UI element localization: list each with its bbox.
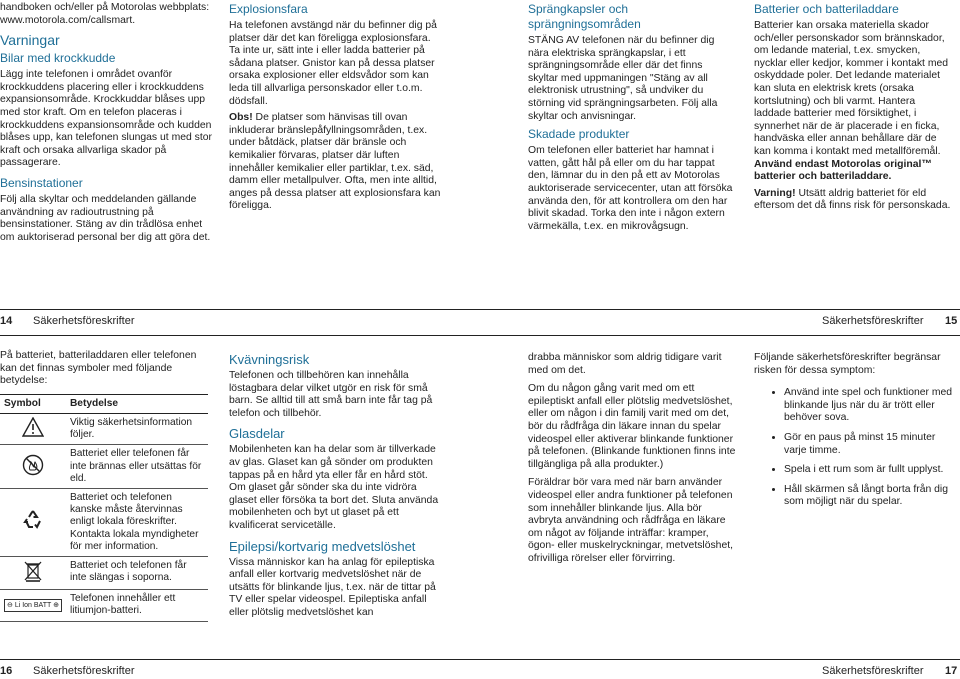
battery-text-body: Batterier kan orsaka materiella skador och/eller personskador som brännskador, om ledande material, t.ex. smycken, nycklar eller kedjor, kommer i kontakt med oskyddade poler. Det ledande materialet kan sluta en elektrisk krets (orsaka kortslutning) och bli varmt. Hantera laddade batterier med försiktighet, i synnerhet när de är placerade i en ficka, handväska eller annan behållare där de kan komma i kontakt med metallföremål. xyxy=(754,20,949,157)
explosion-text: Ha telefonen avstängd när du befinner dig på platser där det kan föreligga explosionsfara. Ta inte ur, sätt inte i eller ladda batterier på sådana platser. Gnistor kan på dessa platser orsaka explosioner eller eldsvådor som kan leda till allvarliga personskador eller t.o.m. dödsfall. xyxy=(229,20,437,107)
symbols-table xyxy=(0,394,208,622)
page-number-16: 16 xyxy=(0,665,13,677)
top-column-2 xyxy=(229,2,442,217)
table-row xyxy=(0,590,208,621)
symbols-intro: På batteriet, batteriladdaren eller telefonen kan det finnas symboler med följande betydelse: xyxy=(0,350,197,387)
page-number-14: 14 xyxy=(0,315,13,327)
page-title-14: Säkerhetsföreskrifter xyxy=(33,315,135,327)
list-item: • Gör en paus på minst 15 minuter varje timme. xyxy=(784,432,954,457)
airbag-heading: Bilar med krockkudde xyxy=(0,51,116,66)
bottom-column-1 xyxy=(0,350,212,622)
epilepsy-advice: Om du någon gång varit med om ett epileptiskt anfall eller plötslig medvetslöshet, eller om någon i din familj varit med om det, bör du rådfråga din läkare innan du spelar videospel eller aktiverar blinkande funktioner på telefonen. (Blinkande funktionen finns inte tillgängliga på alla produkter.) xyxy=(528,383,736,470)
page-number-17: 17 xyxy=(945,665,958,677)
battery-heading: Batterier och batteriladdare xyxy=(754,2,899,16)
crossed-bin-icon xyxy=(23,560,43,582)
explosion-heading: Explosionsfara xyxy=(229,2,308,16)
warning-triangle-icon xyxy=(22,417,44,437)
page-divider-mid xyxy=(0,335,960,336)
warning-text: Utsätt aldrig batteriet för eld eftersom det då finns risk för personskada. xyxy=(754,187,951,212)
epilepsy-heading: Epilepsi/kortvarig medvetslöshet xyxy=(229,538,416,554)
obs-label: Obs! xyxy=(229,112,253,124)
page-title-16: Säkerhetsföreskrifter xyxy=(33,665,135,677)
table-row xyxy=(0,489,208,557)
top-column-4 xyxy=(754,2,954,217)
symbols-table-header xyxy=(0,394,208,413)
gas-station-text: Följ alla skyltar och meddelanden gällande användning av radioutrustning på bensinstationer. Stäng av din trådlösa enhet om auktoriserad personal ber dig att göra det. xyxy=(0,193,211,243)
list-item: • Spela i ett rum som är fullt upplyst. xyxy=(784,464,954,477)
symbol-meaning: Batteriet och telefonen kanske måste återvinnas enligt lokala föreskrifter. Kontakta lokala myndigheter för mer information. xyxy=(66,489,208,557)
glass-text: Mobilenheten kan ha delar som är tillverkade av glas. Glaset kan gå sönder om produkten tappas på en hård yta eller får en hård stöt. Om glaset går sönder ska du inte vidröra glaset eller försöka ta bort det. Sluta använda mobilenheten och byt ut glaset på ett kvalificerat servicetälle. xyxy=(229,444,439,531)
choking-heading: Kvävningsrisk xyxy=(229,352,310,367)
table-row xyxy=(0,557,208,590)
intro-text: handboken och/eller på Motorolas webbplats: www.motorola.com/callsmart. xyxy=(0,2,210,26)
table-row xyxy=(0,413,208,444)
parents-advice: Föräldrar bör vara med när barn använder videospel eller andra funktioner på telefonen som innehåller blinkande ljus. Alla bör avbryta användning och rådfråga en läkare om något av följande inträffar: kramper, ögon- eller muskelryckningar, metvetslöshet, ofrivilliga rörelser eller förvirring. xyxy=(528,477,734,564)
gas-station-heading: Bensinstationer xyxy=(0,175,83,190)
list-item: • Håll skärmen så långt borta från dig som möjligt när du spelar. xyxy=(784,484,954,509)
obs-text: De platser som hänvisas till ovan inkluderar bränslepåfyllningsområden, t.ex. under båtdäck, platser där bränsle och kemikalier förvaras, platser där luften innehåller kemikalier eller partiklar, t.ex. säd, damm eller metallpulver. Ofta, men inte alltid, anges på dessa platser att explosionsfara kan föreligga. xyxy=(229,112,441,212)
li-ion-label: Li Ion BATT xyxy=(14,601,52,609)
damaged-products-heading: Skadade produkter xyxy=(528,127,630,142)
glass-heading: Glasdelar xyxy=(229,426,285,442)
epilepsy-continued: drabba människor som aldrig tidigare varit med om det. xyxy=(528,352,722,376)
battery-warning xyxy=(754,188,954,213)
symbol-meaning: Telefonen innehåller ett litiumjon-batteri. xyxy=(66,590,208,621)
li-ion-battery-icon: ⊖ Li Ion BATT ⊕ xyxy=(4,599,62,612)
page-title-15: Säkerhetsföreskrifter xyxy=(822,315,924,327)
battery-original-notice: Använd endast Motorolas original™ batterier och batteriladdare. xyxy=(754,158,932,183)
list-item: • Använd inte spel och funktioner med blinkande ljus när du är trött eller behöver sova. xyxy=(784,387,954,425)
precautions-intro: Följande säkerhetsföreskrifter begränsar risken för dessa symptom: xyxy=(754,352,941,376)
table-row xyxy=(0,445,208,489)
page-divider-bottom xyxy=(0,659,960,660)
recycle-icon xyxy=(22,509,44,531)
page-number-15: 15 xyxy=(945,315,958,327)
page-title-17: Säkerhetsföreskrifter xyxy=(822,665,924,677)
bottom-column-3 xyxy=(528,352,738,570)
symbol-meaning: Viktig säkerhetsinformation följer. xyxy=(66,413,208,444)
obs-paragraph xyxy=(229,112,442,213)
symbol-meaning: Batteriet eller telefonen får inte brännas eller utsättas för eld. xyxy=(66,445,208,489)
meaning-column-header: Betydelse xyxy=(66,394,208,413)
no-fire-icon xyxy=(22,454,44,476)
damaged-products-text: Om telefonen eller batteriet har hamnat i vatten, gått hål på eller om du har tappat den, lämnar du in den på ett av Motorolas auktoriserade servicecenter, utan att försöka använda den, för att kontrollera om den har blivit skadad. Torka den inte i någon extern värmekälla, t.ex. en mikrovågsugn. xyxy=(528,145,733,232)
epilepsy-text: Vissa människor kan ha anlag för epileptiska anfall eller kortvarig medvetslöshet när de utsätts för blinkande ljus, t.ex. när de tittar på TV eller spelar videospel. Epileptiska anfall eller plötslig medvetslöshet kan xyxy=(229,556,436,618)
blasting-heading: Sprängkapsler och sprängningsområden xyxy=(528,2,641,31)
bottom-column-4 xyxy=(754,352,954,516)
bottom-column-2 xyxy=(229,352,441,624)
top-column-3 xyxy=(528,2,734,237)
airbag-text: Lägg inte telefonen i området ovanför krockkuddens placering eller i krockkuddens expansionsområde. Krockkuddar blåses upp med stor kraft. Om en telefon placeras i krockkuddens expansionsområde och kudden blåses upp, kan telefonen slungas ut med stor kraft och orsaka allvarliga skador på passagerare. xyxy=(0,69,212,169)
blasting-text: STÄNG AV telefonen när du befinner dig nära elektriska sprängkapslar, i ett sprängningsområde eller där det finns skyltar med uppmaningen "Stäng av all elektronisk utrustning", så undviker du störning vid sprängningsarbeten. Följ alla skyltar och anvisningar. xyxy=(528,35,718,122)
top-column-1 xyxy=(0,2,212,248)
warning-label: Varning! xyxy=(754,187,796,199)
choking-text: Telefonen och tillbehören kan innehålla löstagbara delar vilket utgör en risk för små barn. Se alltid till att små barn inte får tag på telefon och tillbehör. xyxy=(229,370,433,419)
precautions-list xyxy=(754,387,954,509)
battery-text xyxy=(754,20,954,184)
page-divider-top xyxy=(0,309,960,310)
symbol-column-header: Symbol xyxy=(0,394,66,413)
warnings-heading: Varningar xyxy=(0,32,60,49)
symbol-meaning: Batteriet och telefonen får inte slängas i soporna. xyxy=(66,557,208,590)
